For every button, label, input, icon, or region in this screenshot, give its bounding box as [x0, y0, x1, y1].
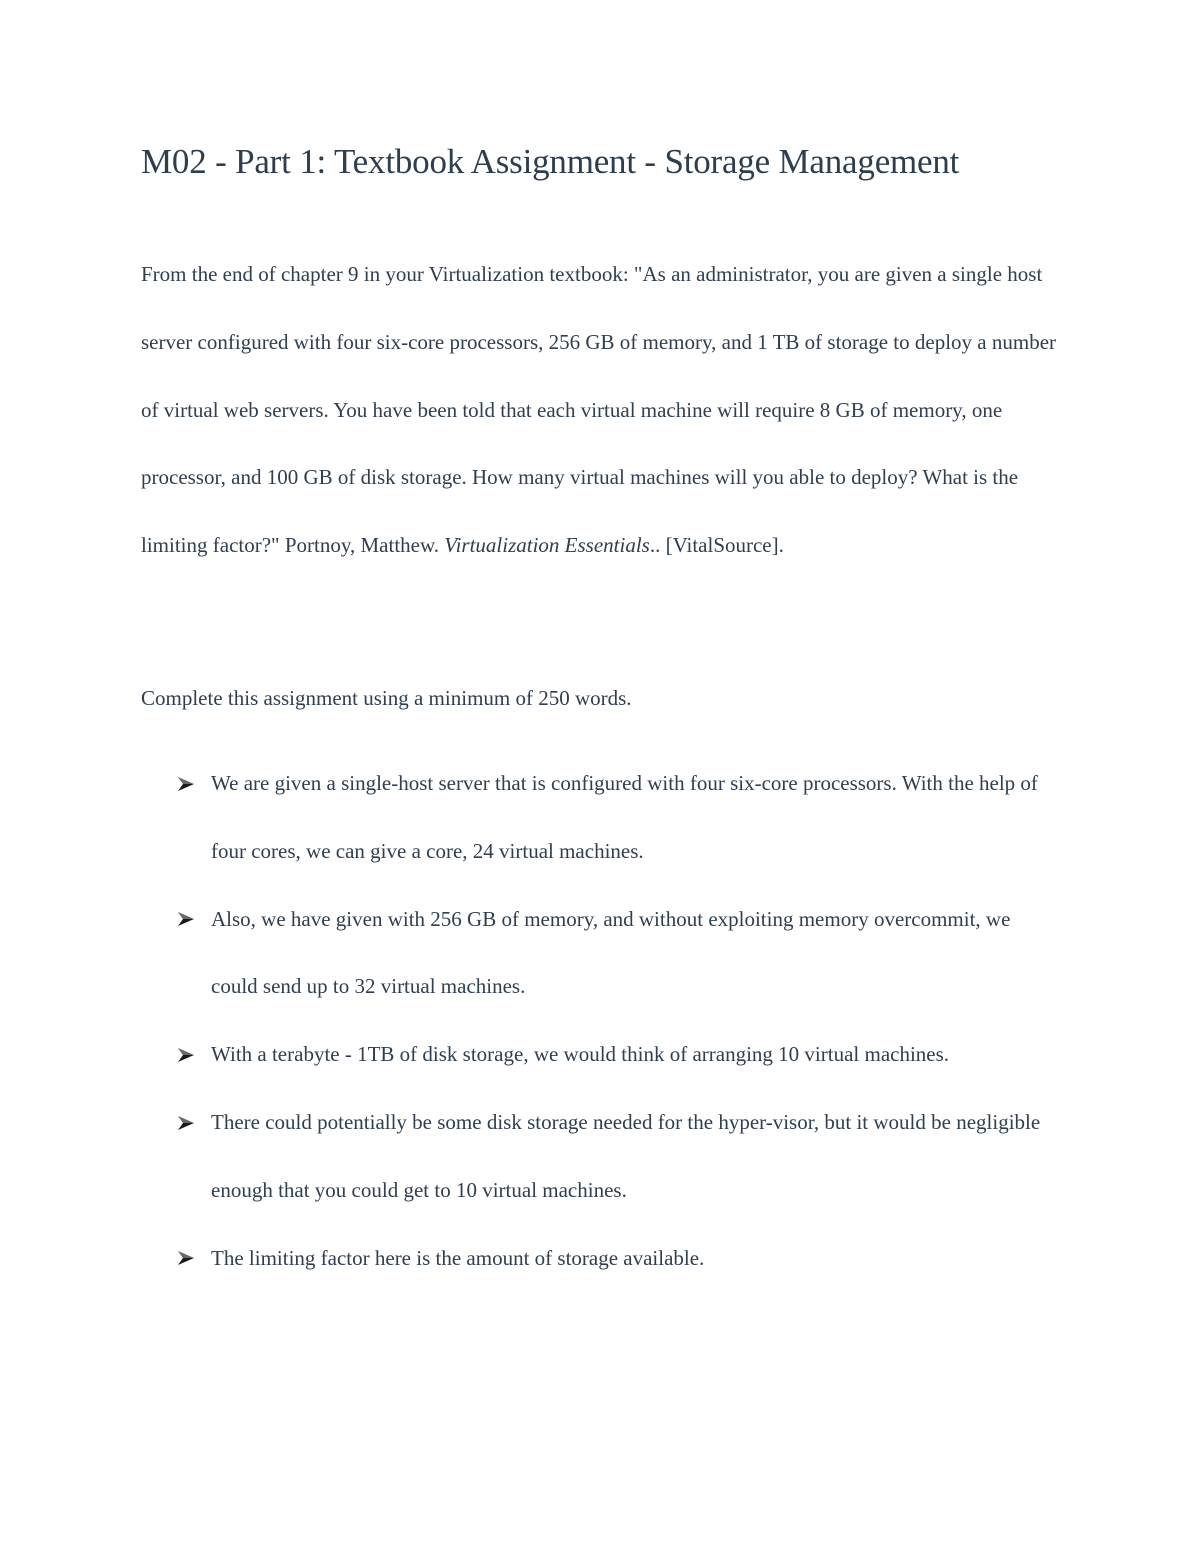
list-item [0, 750, 1041, 886]
arrowhead-bullet-icon [176, 886, 196, 954]
assignment-prompt [141, 241, 1071, 580]
word-count-instruction: Complete this assignment using a minimum of 250 words. [141, 686, 632, 710]
prompt-citation-tail: .. [VitalSource]. [649, 533, 784, 558]
prompt-text: From the end of chapter 9 in your Virtualization textbook: "As an administrator, you are given a single host server configured with four six-core processors, 256 GB of memory, and 1 TB of storage to deploy a number of virtual web servers. You have been told that each virtual machine will require 8 GB of memory, one processor, and 100 GB of disk storage. How many virtual machines will you able to deploy? What is the limiting factor?" Portnoy, Matthew. [141, 262, 1057, 558]
arrowhead-bullet-icon [176, 1225, 196, 1293]
list-item [0, 886, 1041, 1022]
arrowhead-bullet-icon [176, 750, 196, 818]
book-title: Virtualization Essentials [444, 533, 650, 558]
answer-list [0, 750, 1200, 1292]
arrowhead-bullet-icon [176, 1089, 196, 1157]
list-item-text: Also, we have given with 256 GB of memory, and without exploiting memory overcommit, we could send up to 32 virtual machines. [211, 906, 1011, 999]
list-item-text: The limiting factor here is the amount of storage available. [211, 1245, 705, 1270]
list-item [0, 1089, 1041, 1225]
list-item-text: There could potentially be some disk storage needed for the hyper-visor, but it would be negligible enough that you could get to 10 virtual machines. [211, 1109, 1041, 1202]
list-item-text: We are given a single-host server that is configured with four six-core processors. With the help of four cores, we can give a core, 24 virtual machines. [211, 771, 1038, 863]
list-item-text: With a terabyte - 1TB of disk storage, we would think of arranging 10 virtual machines. [211, 1042, 950, 1067]
list-item [0, 1225, 1041, 1293]
arrowhead-bullet-icon [176, 1021, 196, 1089]
page-title: M02 - Part 1: Textbook Assignment - Storage Management [141, 142, 960, 181]
list-item [0, 1021, 1041, 1089]
